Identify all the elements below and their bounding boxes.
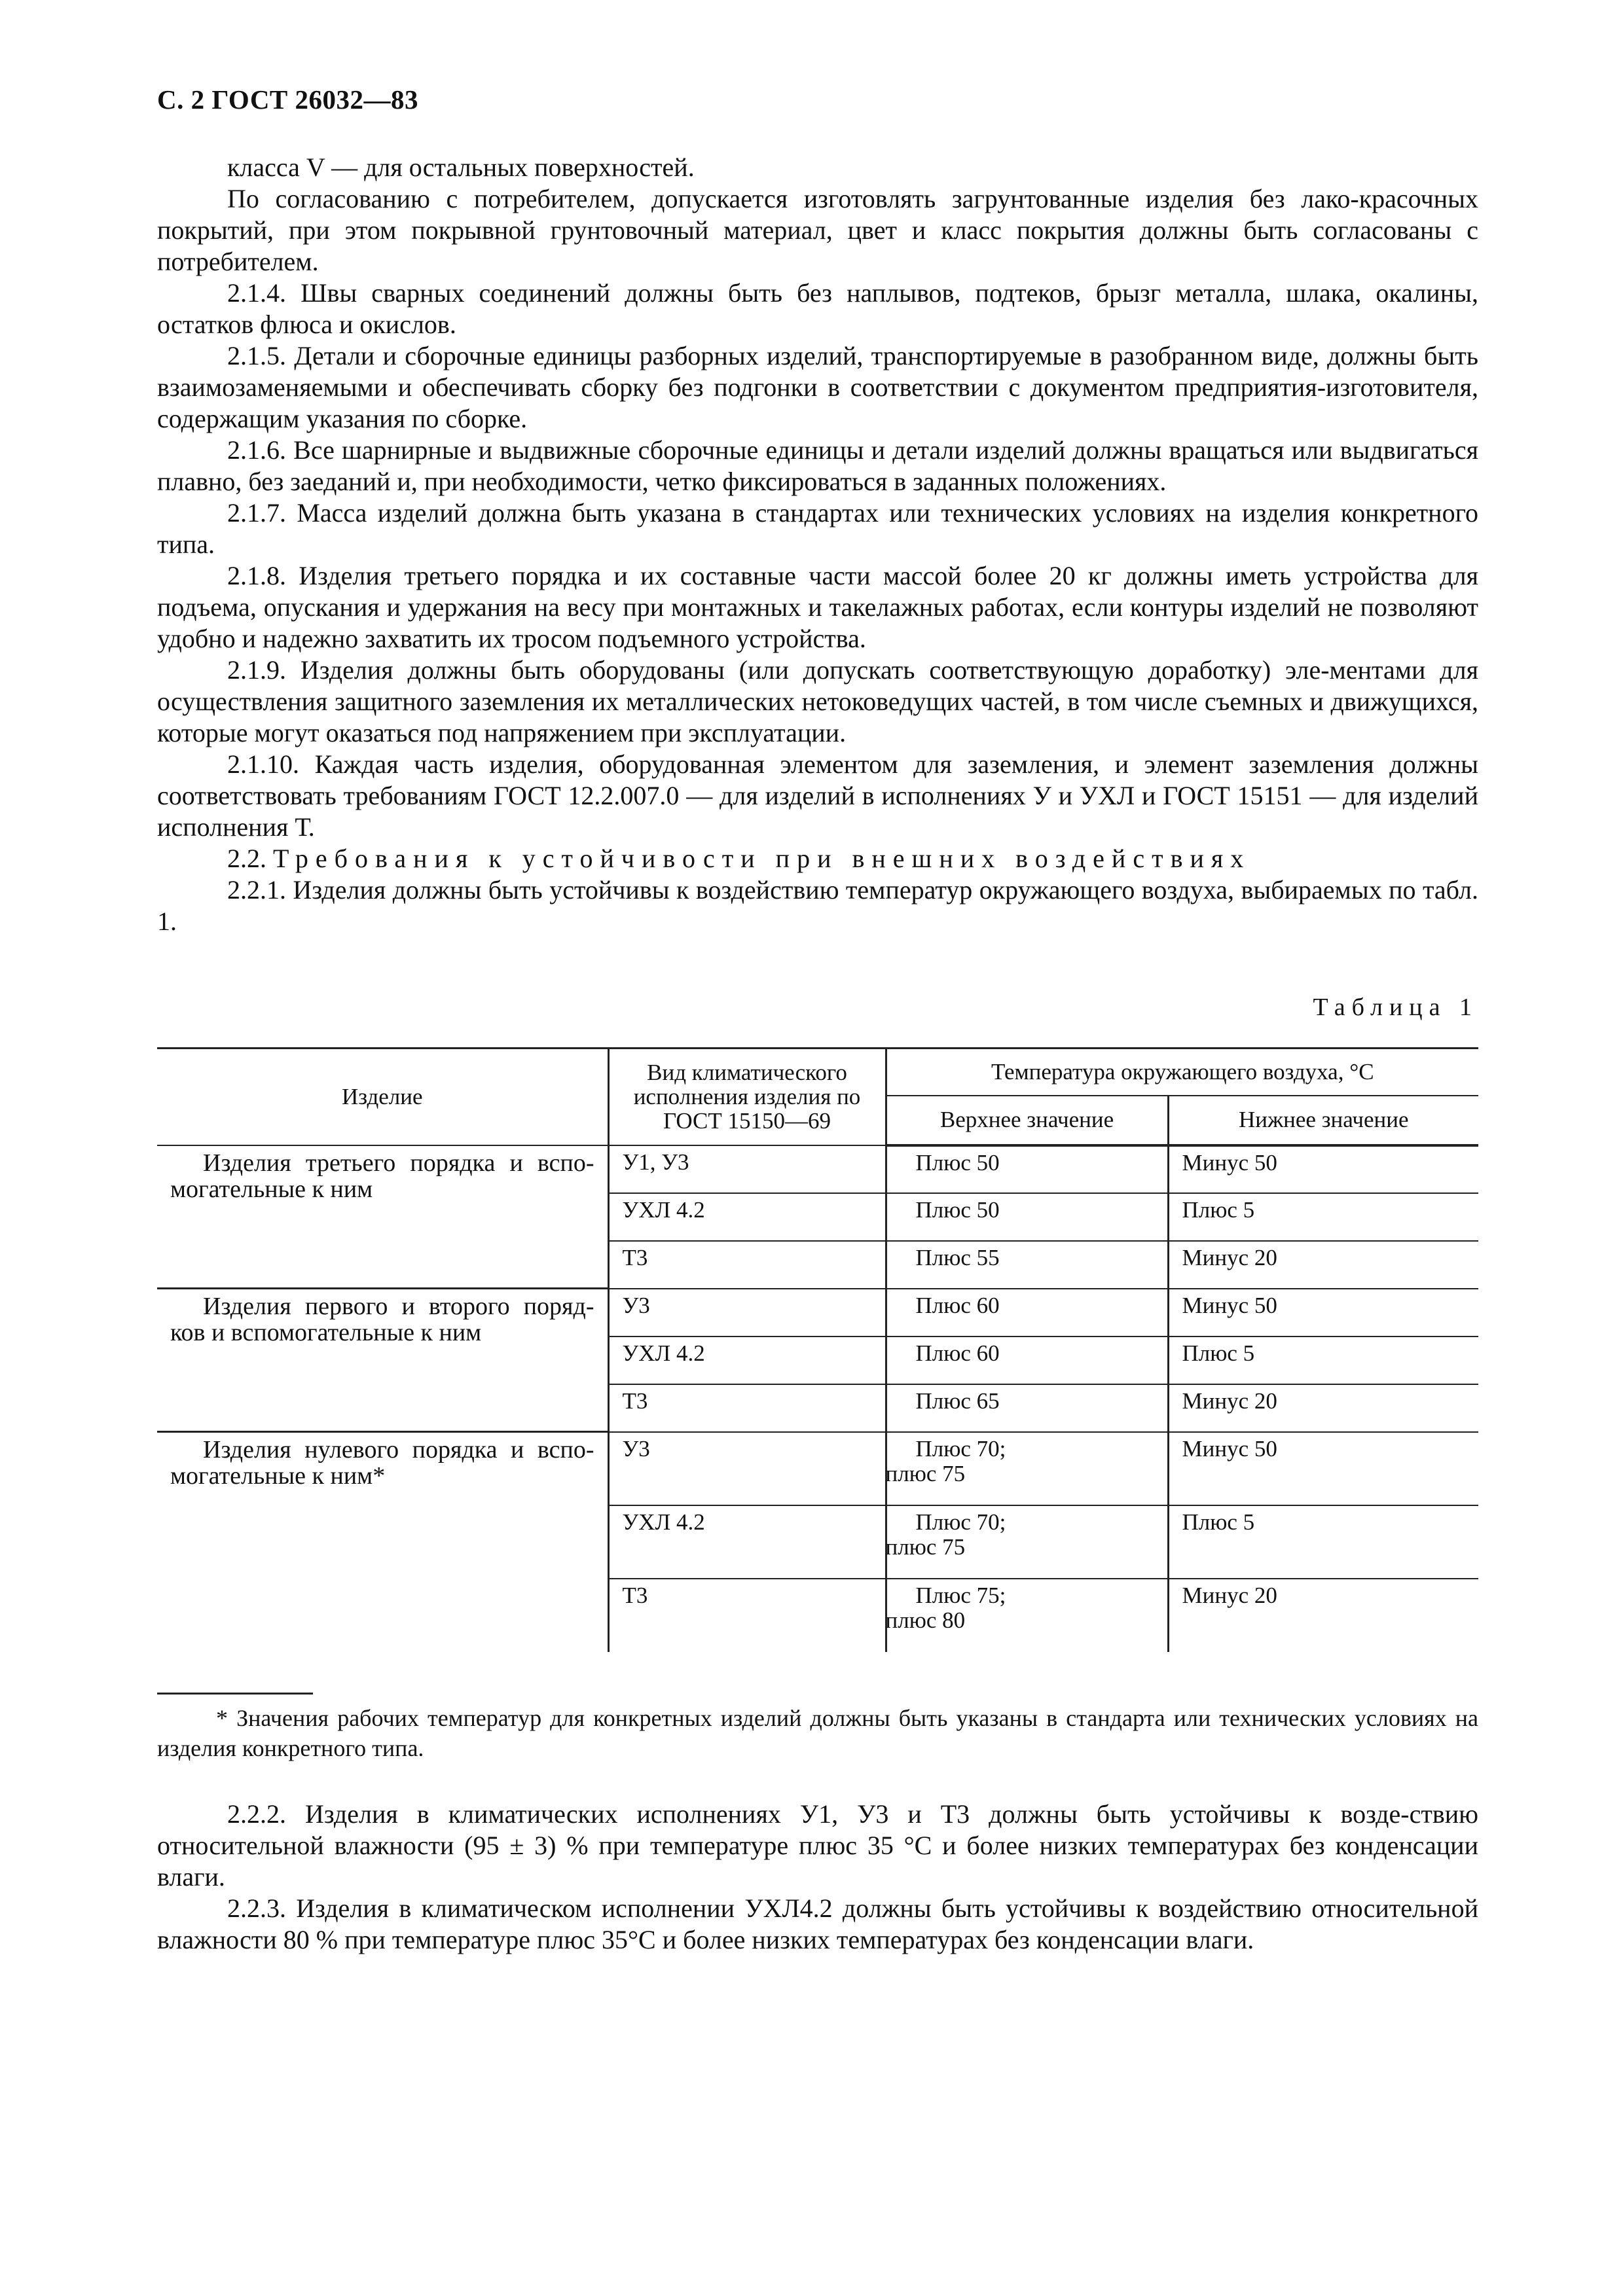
header-lower: Нижнее значение bbox=[1168, 1096, 1478, 1145]
section-heading-2-2 bbox=[157, 843, 1478, 874]
upper-cell bbox=[886, 1193, 1168, 1241]
upper-cell bbox=[886, 1505, 1168, 1579]
climate-cell: УХЛ 4.2 bbox=[608, 1505, 886, 1579]
climate-cell: У3 bbox=[608, 1289, 886, 1336]
paragraph: По согласованию с потребителем, допускается изготовлять загрунтованные изделия без лако-красочных покрытий, при этом покрывной грунтовочный материал, цвет и класс покрытия должны быть согласованы с потребителем. bbox=[157, 184, 1478, 276]
paragraph-2-2-2: 2.2.2. Изделия в климатических исполнениях У1, У3 и Т3 должны быть устойчивы к возде-ствию относительной влажности (95 ± 3) % при температуре плюс 35 °С и более низких температурах без конденсации влаги. bbox=[157, 1799, 1478, 1892]
upper-cell bbox=[886, 1384, 1168, 1432]
item-cell: Изделия третьего порядка и вспо-могательные к ним bbox=[157, 1145, 608, 1289]
paragraph-2-1-6: 2.1.6. Все шарнирные и выдвижные сборочные единицы и детали изделий должны вращаться или выдвигаться плавно, без заеданий и, при необходимости, четко фиксироваться в заданных положениях. bbox=[157, 435, 1478, 496]
lower-cell: Плюс 5 bbox=[1168, 1193, 1478, 1241]
body-text-top bbox=[157, 152, 1478, 937]
footnote: * Значения рабочих температур для конкретных изделий должны быть указаны в стандарта или технических условиях на изделия конкретного типа. bbox=[157, 1705, 1478, 1761]
paragraph-2-1-8: 2.1.8. Изделия третьего порядка и их составные части массой более 20 кг должны иметь устройства для подъема, опускания и удержания на весу при монтажных и такелажных работах, если контуры изделий не позволяют удобно и надежно захватить их тросом подъемного устройства. bbox=[157, 561, 1478, 653]
lower-cell: Плюс 5 bbox=[1168, 1336, 1478, 1384]
climate-cell: У1, У3 bbox=[608, 1145, 886, 1193]
section-title: Требования к устойчивости при внешних воздействиях bbox=[273, 844, 1251, 873]
paragraph-2-1-4: 2.1.4. Швы сварных соединений должны быть без наплывов, подтеков, брызг металла, шлака, окалины, остатков флюса и окислов. bbox=[157, 278, 1478, 339]
header-temperature: Температура окружающего воздуха, °С bbox=[886, 1049, 1478, 1096]
lower-cell: Минус 50 bbox=[1168, 1432, 1478, 1505]
body-text-bottom bbox=[157, 1799, 1478, 1956]
table-row bbox=[157, 1289, 1478, 1336]
upper-cell bbox=[886, 1289, 1168, 1336]
lower-cell: Минус 20 bbox=[1168, 1241, 1478, 1289]
header-climate: Вид климатического исполнения изделия по ГОСТ 15150—69 bbox=[608, 1049, 886, 1145]
header-upper: Верхнее значение bbox=[886, 1096, 1168, 1145]
table-row bbox=[157, 1432, 1478, 1505]
upper-cell bbox=[886, 1241, 1168, 1289]
upper-value-line1: Плюс 70; bbox=[915, 1435, 1006, 1462]
table-caption: Таблица 1 bbox=[1313, 994, 1478, 1021]
climate-cell: Т3 bbox=[608, 1384, 886, 1432]
lower-cell: Минус 50 bbox=[1168, 1289, 1478, 1336]
paragraph-2-2-3: 2.2.3. Изделия в климатическом исполнении УХЛ4.2 должны быть устойчивы к воздействию относительной влажности 80 % при температуре плюс 35°С и более низких температурах без конденсации влаги. bbox=[157, 1893, 1478, 1954]
section-number: 2.2. bbox=[227, 844, 266, 873]
upper-value: Плюс 60 bbox=[915, 1340, 1000, 1366]
upper-value: Плюс 50 bbox=[915, 1196, 1000, 1223]
upper-value-line2: плюс 75 bbox=[885, 1460, 966, 1486]
upper-value: Плюс 60 bbox=[915, 1292, 1000, 1318]
climate-cell: Т3 bbox=[608, 1579, 886, 1652]
lower-cell: Минус 20 bbox=[1168, 1384, 1478, 1432]
footnote-divider bbox=[157, 1693, 313, 1695]
upper-value: Плюс 65 bbox=[915, 1388, 1000, 1414]
upper-value-line1: Плюс 70; bbox=[915, 1509, 1006, 1535]
upper-value: Плюс 50 bbox=[915, 1149, 1000, 1175]
upper-cell bbox=[886, 1336, 1168, 1384]
upper-cell bbox=[886, 1432, 1168, 1505]
page-header: С. 2 ГОСТ 26032—83 bbox=[157, 84, 419, 115]
paragraph-2-1-9: 2.1.9. Изделия должны быть оборудованы (или допускать соответствующую доработку) эле-ментами для осуществления защитного заземления их металлических нетоковедущих частей, в том числе съемных и движущихся, которые могут оказаться под напряжением при эксплуатации. bbox=[157, 655, 1478, 747]
climate-cell: УХЛ 4.2 bbox=[608, 1336, 886, 1384]
temperature-table bbox=[157, 1047, 1478, 1652]
upper-value: Плюс 55 bbox=[915, 1244, 1000, 1270]
paragraph-2-1-7: 2.1.7. Масса изделий должна быть указана в стандартах или технических условиях на изделия конкретного типа. bbox=[157, 498, 1478, 559]
header-item: Изделие bbox=[157, 1049, 608, 1145]
item-cell: Изделия нулевого порядка и вспо-могательные к ним* bbox=[157, 1432, 608, 1652]
climate-cell: Т3 bbox=[608, 1241, 886, 1289]
paragraph-2-1-10: 2.1.10. Каждая часть изделия, оборудованная элементом для заземления, и элемент заземления должны соответствовать требованиям ГОСТ 12.2.007.0 — для изделий в исполнениях У и УХЛ и ГОСТ 15151 — для изделий исполнения Т. bbox=[157, 749, 1478, 842]
paragraph-2-2-1: 2.2.1. Изделия должны быть устойчивы к воздействию температур окружающего воздуха, выбираемых по табл. 1. bbox=[157, 875, 1478, 936]
lower-cell: Плюс 5 bbox=[1168, 1505, 1478, 1579]
upper-cell bbox=[886, 1145, 1168, 1193]
upper-cell bbox=[886, 1579, 1168, 1652]
paragraph-2-1-5: 2.1.5. Детали и сборочные единицы разборных изделий, транспортируемые в разобранном виде, должны быть взаимозаменяемыми и обеспечивать сборку без подгонки в соответствии с документом предприятия-изготовителя, содержащим указания по сборке. bbox=[157, 341, 1478, 433]
table-row bbox=[157, 1145, 1478, 1193]
upper-value-line2: плюс 75 bbox=[885, 1534, 966, 1560]
climate-cell: У3 bbox=[608, 1432, 886, 1505]
lower-cell: Минус 50 bbox=[1168, 1145, 1478, 1193]
lower-cell: Минус 20 bbox=[1168, 1579, 1478, 1652]
upper-value-line1: Плюс 75; bbox=[915, 1582, 1006, 1608]
paragraph: класса V — для остальных поверхностей. bbox=[227, 152, 695, 182]
item-cell: Изделия первого и второго поряд-ков и вспомогательные к ним bbox=[157, 1289, 608, 1432]
climate-cell: УХЛ 4.2 bbox=[608, 1193, 886, 1241]
upper-value-line2: плюс 80 bbox=[885, 1607, 966, 1633]
